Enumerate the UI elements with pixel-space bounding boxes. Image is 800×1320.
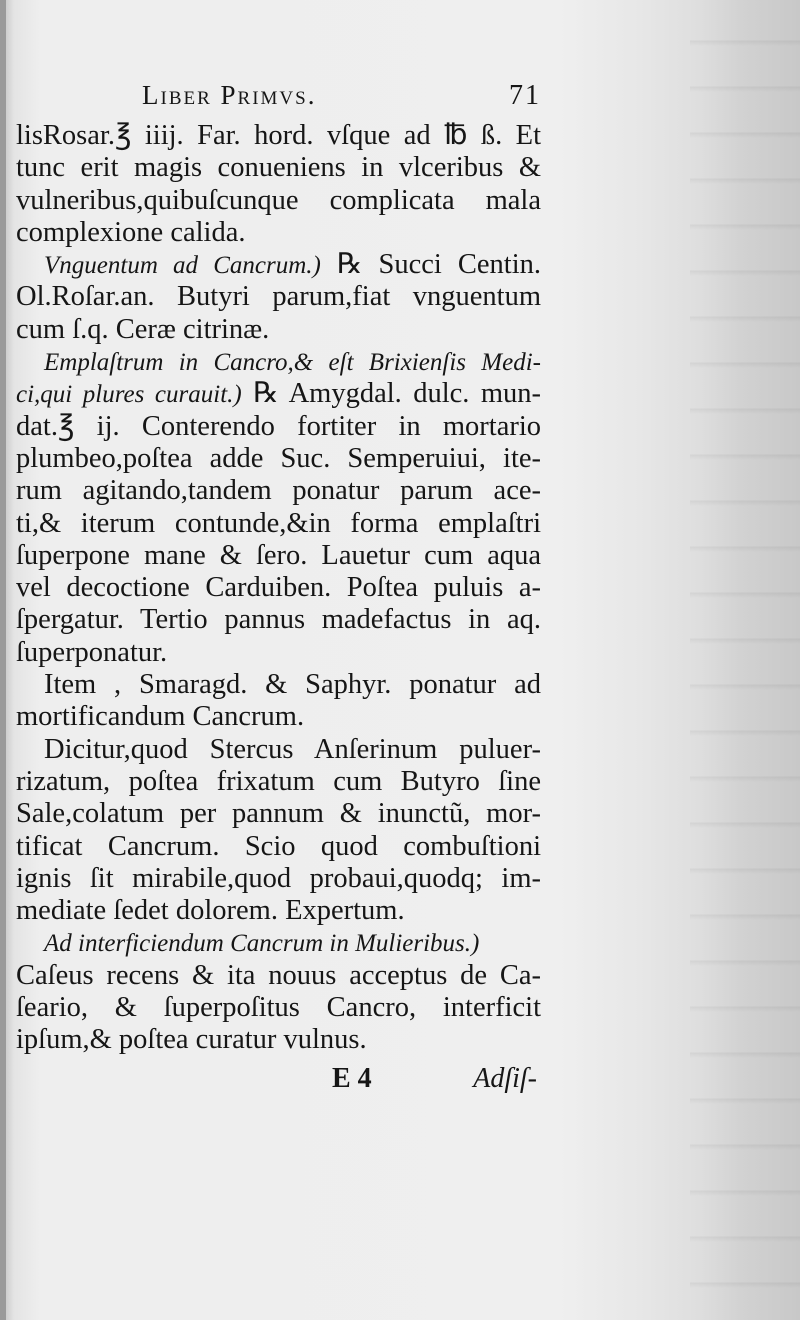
text-line — [16, 927, 541, 959]
line-text: ſeario, & ſuperpoſitus Cancro, interficit — [16, 992, 541, 1024]
italic-heading: Vnguentum ad Cancrum.) — [44, 252, 321, 280]
line-text: Caſeus recens & ita nouus acceptus de Ca- — [16, 959, 541, 991]
line-text: cum ſ.q. Ceræ citrinæ. — [16, 313, 270, 345]
line-text: mediate ſedet dolorem. Expertum. — [16, 895, 405, 927]
line-text: Dicitur,quod Stercus Anſerinum puluer- — [44, 733, 541, 765]
line-text: lisRosar.℥ iiij. Far. hord. vſque ad ℔ ß. Et — [16, 120, 541, 151]
line-text: vulneribus,quibuſcunque complicata mala — [16, 184, 541, 216]
text-line — [16, 701, 541, 733]
text-line — [16, 443, 541, 475]
text-line — [16, 1024, 541, 1056]
text-line — [16, 185, 541, 217]
text-line — [16, 604, 541, 636]
binding-gutter — [0, 0, 6, 1320]
line-text: ignis ſit mirabile,quod probaui,quodq; im- — [16, 862, 541, 894]
text-line — [16, 475, 541, 507]
text-line — [16, 120, 541, 152]
text-line — [16, 766, 541, 798]
text-line — [16, 960, 541, 992]
italic-heading: Ad interficiendum Cancrum in Mulieribus.) — [44, 930, 480, 958]
line-text: rizatum, poſtea frixatum cum Butyro ſine — [16, 765, 541, 797]
line-text: complexione calida. — [16, 216, 246, 248]
text-line — [16, 540, 541, 572]
line-text: ipſum,& poſtea curatur vulnus. — [16, 1024, 367, 1056]
text-line — [16, 637, 541, 669]
text-line — [16, 508, 541, 540]
text-line — [16, 346, 541, 378]
line-text: tunc erit magis conueniens in vlceribus & — [16, 152, 541, 184]
text-line — [16, 314, 541, 346]
line-text: vel decoctione Carduiben. Poſtea puluis a- — [16, 572, 541, 604]
text-line — [16, 572, 541, 604]
text-line — [16, 217, 541, 249]
page-footer — [16, 1063, 541, 1103]
signature-mark: E 4 — [332, 1062, 372, 1094]
line-text: Ol.Roſar.an. Butyri parum,fiat vnguentum — [16, 281, 541, 313]
line-text: Sale,colatum per pannum & inunctũ, mor- — [16, 798, 541, 830]
text-line — [16, 411, 541, 443]
line-text: Item , Smaragd. & Saphyr. ponatur ad — [44, 669, 541, 701]
line-text: dat.℥ ij. Conterendo fortiter in mortario — [16, 410, 541, 442]
line-text: ſpergatur. Tertio pannus madefactus in aq. — [16, 604, 541, 636]
text-line — [16, 152, 541, 184]
running-head: Liber Primvs. — [142, 80, 317, 110]
text-line — [16, 669, 541, 701]
text-line — [16, 281, 541, 313]
catchword: Adſiſ- — [473, 1062, 537, 1094]
page-header — [16, 80, 541, 120]
text-line — [16, 831, 541, 863]
text-line — [16, 378, 541, 410]
page-text-block — [16, 80, 541, 1103]
text-line — [16, 249, 541, 281]
text-line — [16, 992, 541, 1024]
italic-heading: Emplaſtrum in Cancro,& eſt Brixienſis Medi- — [44, 349, 541, 377]
text-line — [16, 798, 541, 830]
line-text: ℞ Succi Centin. — [320, 249, 541, 281]
line-text: ſuperpone mane & ſero. Lauetur cum aqua — [16, 539, 541, 571]
line-text: plumbeo,poſtea adde Suc. Semperuiui, ite- — [16, 442, 541, 474]
line-text: mortificandum Cancrum. — [16, 701, 305, 733]
line-text: tificat Cancrum. Scio quod combuſtioni — [16, 830, 541, 862]
line-text: rum agitando,tandem ponatur parum ace- — [16, 475, 541, 507]
text-line — [16, 863, 541, 895]
body-text — [16, 120, 541, 1057]
page-number: 71 — [509, 80, 541, 111]
line-text: ſuperponatur. — [16, 636, 168, 668]
text-line — [16, 734, 541, 766]
text-line — [16, 895, 541, 927]
line-text: ti,& iterum contunde,&in forma emplaſtri — [16, 507, 541, 539]
line-text: ℞ Amygdal. dulc. mun- — [241, 378, 541, 410]
italic-heading: ci,qui plures curauit.) — [16, 381, 242, 409]
facing-page-bleed — [690, 0, 800, 1320]
